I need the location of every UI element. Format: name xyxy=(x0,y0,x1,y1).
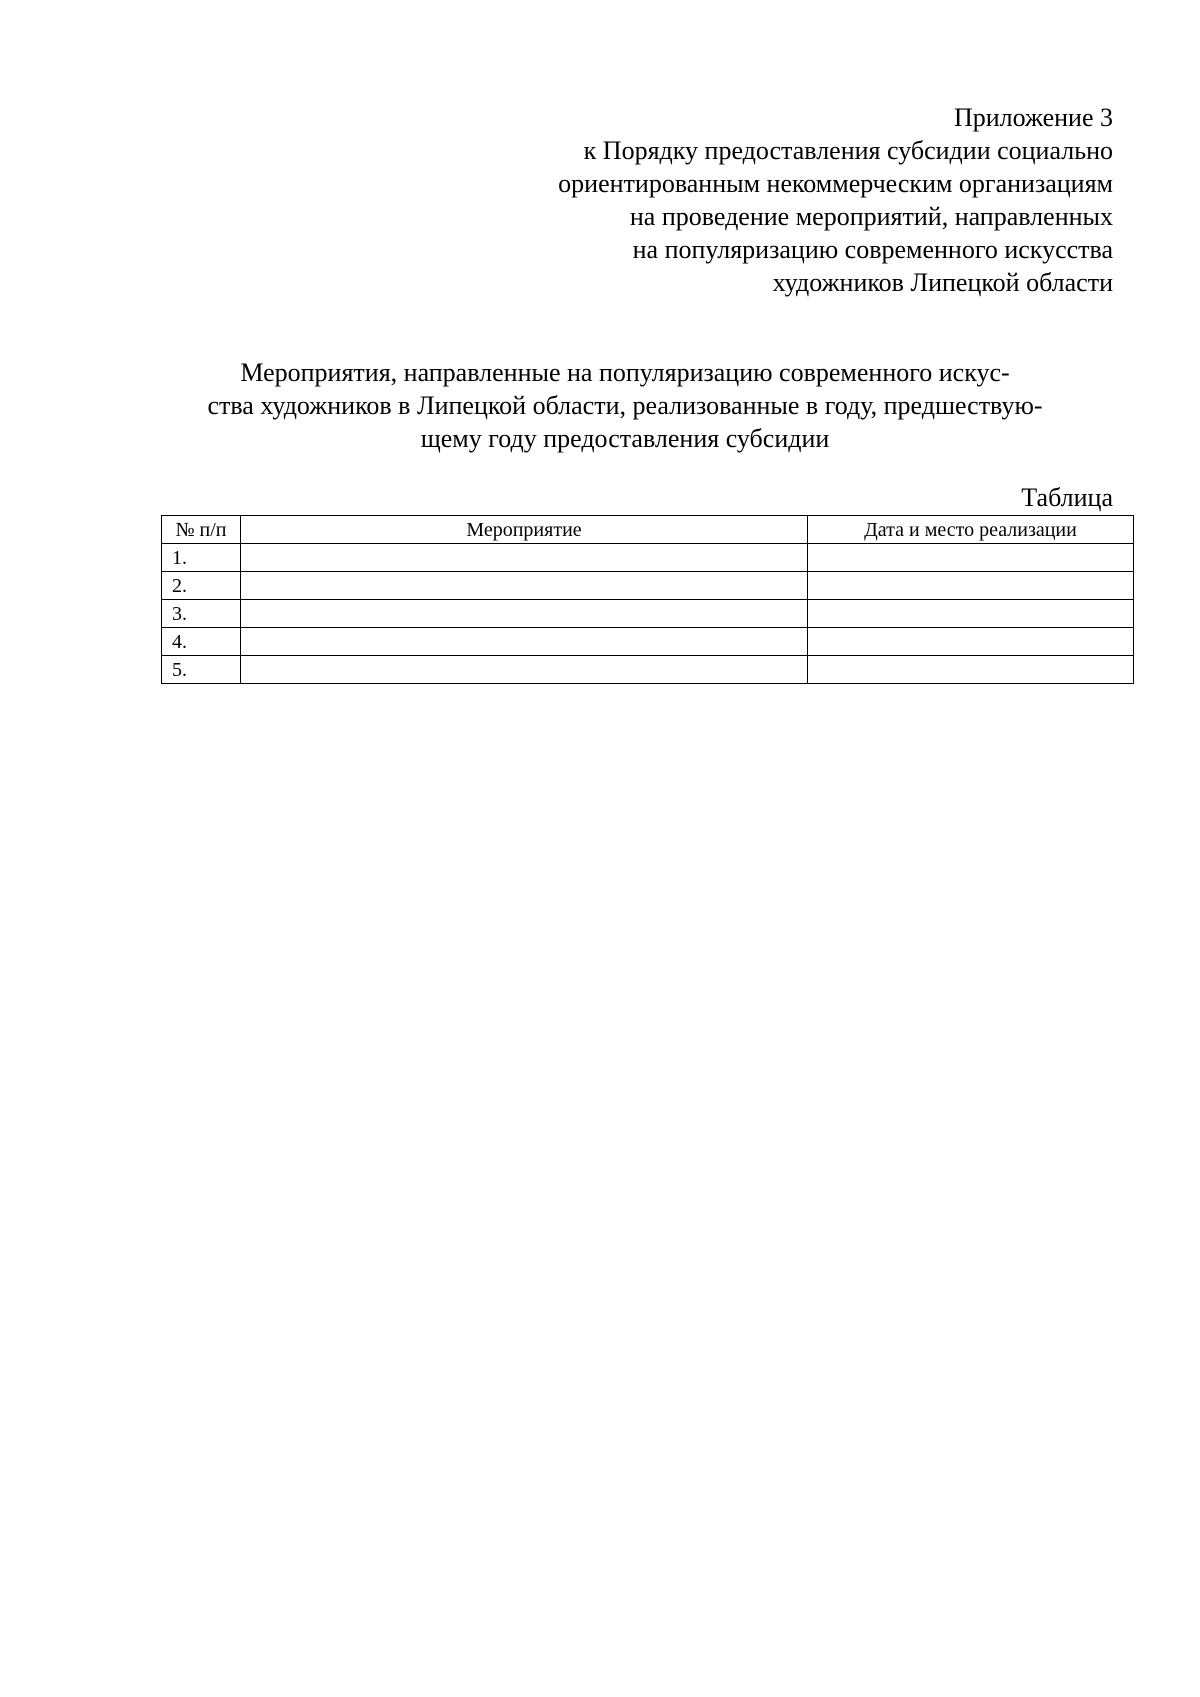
table-row xyxy=(162,572,1134,600)
document-title xyxy=(150,356,1100,455)
row-event-cell[interactable] xyxy=(241,656,808,684)
appendix-heading xyxy=(473,101,1113,299)
row-number: 5. xyxy=(162,656,241,684)
title-line: ства художников в Липецкой области, реализованные в году, предшествую- xyxy=(207,391,1043,420)
table-row xyxy=(162,544,1134,572)
row-number: 3. xyxy=(162,600,241,628)
title-line: Мероприятия, направленные на популяризацию современного искус- xyxy=(240,358,1010,387)
appendix-line: к Порядку предоставления субсидии социально xyxy=(583,136,1113,165)
row-event-cell[interactable] xyxy=(241,600,808,628)
appendix-line: на проведение мероприятий, направленных xyxy=(629,202,1113,231)
appendix-line: на популяризацию современного искусства xyxy=(632,235,1113,264)
row-date-place-cell[interactable] xyxy=(808,600,1134,628)
appendix-line: художников Липецкой области xyxy=(772,268,1113,297)
table-row xyxy=(162,628,1134,656)
row-number: 1. xyxy=(162,544,241,572)
appendix-line: ориентированным некоммерческим организациям xyxy=(558,169,1113,198)
row-event-cell[interactable] xyxy=(241,628,808,656)
header-event: Мероприятие xyxy=(241,516,808,544)
row-date-place-cell[interactable] xyxy=(808,656,1134,684)
events-table xyxy=(161,515,1134,684)
title-line: щему году предоставления субсидии xyxy=(420,424,830,453)
header-date-place: Дата и место реализации xyxy=(808,516,1134,544)
header-number: № п/п xyxy=(162,516,241,544)
table-row xyxy=(162,600,1134,628)
row-date-place-cell[interactable] xyxy=(808,628,1134,656)
row-date-place-cell[interactable] xyxy=(808,544,1134,572)
row-event-cell[interactable] xyxy=(241,544,808,572)
row-date-place-cell[interactable] xyxy=(808,572,1134,600)
row-number: 4. xyxy=(162,628,241,656)
appendix-line: Приложение 3 xyxy=(953,103,1113,132)
table-caption: Таблица xyxy=(1021,483,1113,512)
row-event-cell[interactable] xyxy=(241,572,808,600)
table-row xyxy=(162,656,1134,684)
row-number: 2. xyxy=(162,572,241,600)
table-header-row xyxy=(162,516,1134,544)
